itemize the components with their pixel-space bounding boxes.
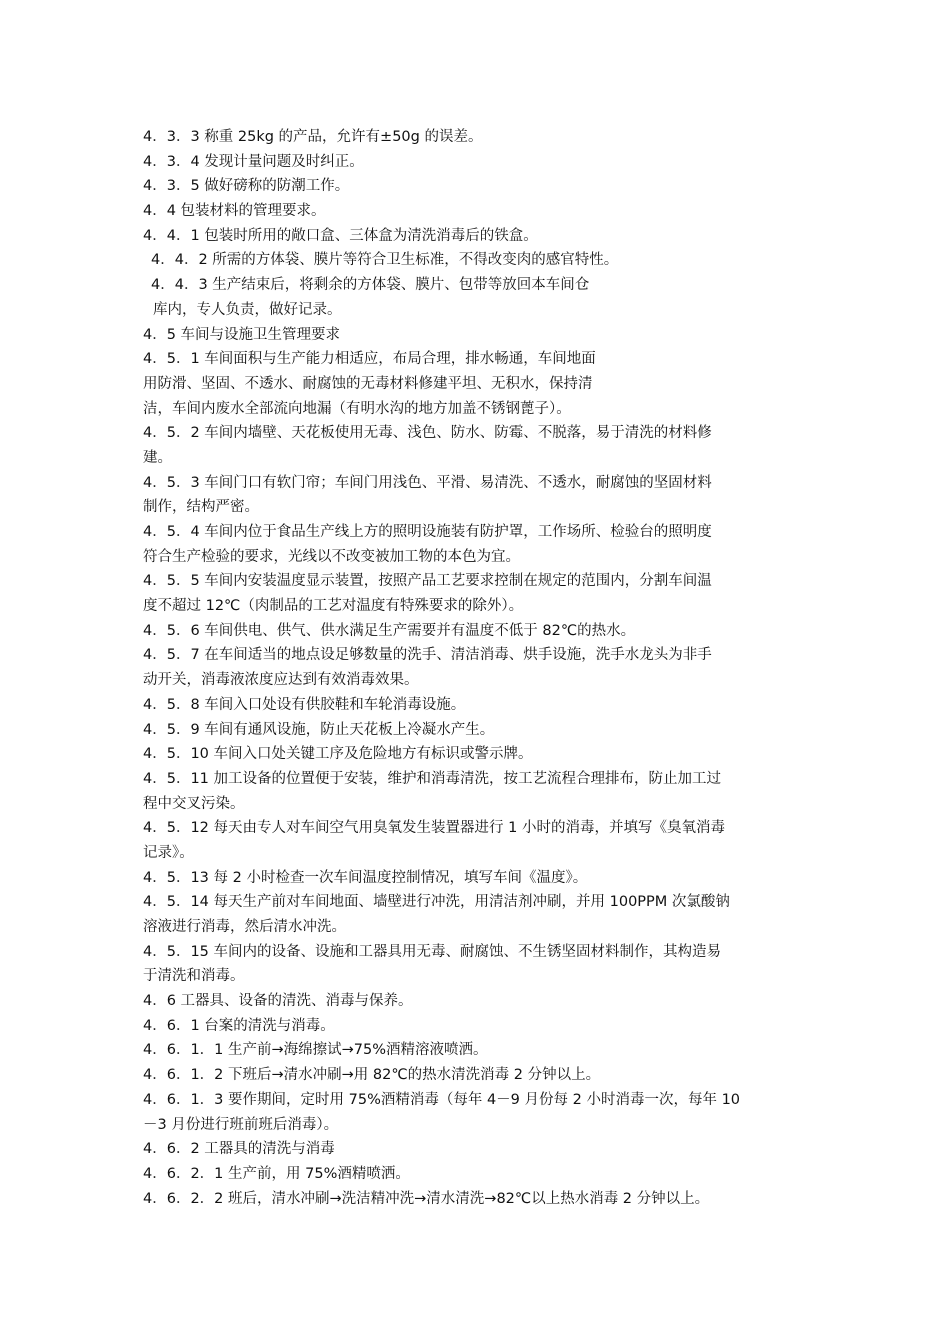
text-line: 4．5．8 车间入口处设有供胶鞋和车轮消毒设施。 [143,696,466,713]
text-line: 4．4．2 所需的方体袋、膜片等符合卫生标准，不得改变肉的感官特性。 [151,252,619,269]
text-line: 4．3．3 称重 25kg 的产品，允许有±50g 的误差。 [143,129,483,145]
text-line: 4．5．1 车间面积与生产能力相适应，布局合理，排水畅通，车间地面 [143,351,596,368]
text-line: 4．5．4 车间内位于食品生产线上方的照明设施装有防护罩，工作场所、检验台的照明度 [143,524,712,540]
text-line: 动开关，消毒液浓度应达到有效消毒效果。 [143,672,419,689]
text-line: 4．5．14 每天生产前对车间地面、墙壁进行冲洗，用清洁剂冲刷，并用 100PPM 次氯酸钠 [143,894,730,911]
text-line: 制作，结构严密。 [143,499,259,516]
text-line: 4．4．3 生产结束后，将剩余的方体袋、膜片、包带等放回本车间仓 [151,277,590,294]
text-line: 4．5．5 车间内安装温度显示装置，按照产品工艺要求控制在规定的范围内，分割车间温 [143,573,712,590]
text-line: 4．5．2 车间内墙壁、天花板使用无毒、浅色、防水、防霉、不脱落，易于清洗的材料修 [143,425,712,442]
text-line: 4．5．11 加工设备的位置便于安装，维护和消毒清洗，按工艺流程合理排布，防止加工过 [143,770,722,787]
text-line: 4．6．2 工器具的清洗与消毒 [143,1141,335,1158]
text-line: 符合生产检验的要求，光线以不改变被加工物的本色为宜。 [143,548,520,565]
text-line: 4．5 车间与设施卫生管理要求 [143,326,341,343]
text-line: 4．5．15 车间内的设备、设施和工器具用无毒、耐腐蚀、不生锈坚固材料制作，其构造易 [143,943,722,960]
text-line: 洁，车间内废水全部流向地漏（有明水沟的地方加盖不锈钢蓖子）。 [143,400,571,417]
text-line: 4．5．10 车间入口处关键工序及危险地方有标识或警示牌。 [143,746,533,763]
text-line: 用防滑、坚固、不透水、耐腐蚀的无毒材料修建平坦、无积水，保持清 [143,375,593,392]
text-line: 4．6．1 台案的清洗与消毒。 [143,1017,335,1034]
text-line: 4．6．1．3 要作期间，定时用 75%酒精消毒（每年 4－9 月份每 2 小时消毒一次，每年 10 [143,1091,741,1108]
text-line: 库内，专人负责，做好记录。 [153,301,342,318]
text-line: 程中交叉污染。 [143,795,245,812]
text-line: 4．6．1．1 生产前→海绵擦试→75%酒精溶液喷洒。 [143,1042,488,1059]
text-line: 4．5．12 每天由专人对车间空气用臭氧发生装置器进行 1 小时的消毒，并填写《臭氧消毒 [143,820,725,837]
text-line: 4．5．7 在车间适当的地点设足够数量的洗手、清洁消毒、烘手设施，洗手水龙头为非手 [143,647,712,664]
text-line: 建。 [143,449,172,466]
text-line: 4．5．6 车间供电、供气、供水满足生产需要并有温度不低于 82℃的热水。 [143,622,636,639]
text-line: 4．3．4 发现计量问题及时纠正。 [143,153,364,170]
text-line: 4．6．2．1 生产前，用 75%酒精喷洒。 [143,1165,410,1182]
text-line: 4．6 工器具、设备的清洗、消毒与保养。 [143,993,413,1010]
text-line: 4．3．5 做好磅称的防潮工作。 [143,178,350,195]
text-line: 度不超过 12℃（肉制品的工艺对温度有特殊要求的除外）。 [143,598,524,615]
text-line: 4．5．9 车间有通风设施，防止天花板上冷凝水产生。 [143,721,495,738]
text-line: 4．6．2．2 班后，清水冲刷→洗洁精冲洗→清水清洗→82℃以上热水消毒 2 分钟以上。 [143,1190,710,1207]
text-line: 4．4 包装材料的管理要求。 [143,203,326,220]
text-line: 4．6．1．2 下班后→清水冲刷→用 82℃的热水清洗消毒 2 分钟以上。 [143,1067,601,1084]
text-line: 4．5．13 每 2 小时检查一次车间温度控制情况，填写车间《温度》。 [143,869,588,886]
text-line: 于清洗和消毒。 [143,968,245,985]
text-line: －3 月份进行班前班后消毒）。 [143,1116,339,1133]
text-line: 4．5．3 车间门口有软门帘；车间门用浅色、平滑、易清洗、不透水，耐腐蚀的坚固材料 [143,474,712,491]
text-line: 溶液进行消毒，然后清水冲洗。 [143,919,346,935]
text-line: 记录》。 [143,844,194,861]
text-line: 4．4．1 包装时所用的敞口盒、三体盒为清洗消毒后的铁盒。 [143,227,538,244]
